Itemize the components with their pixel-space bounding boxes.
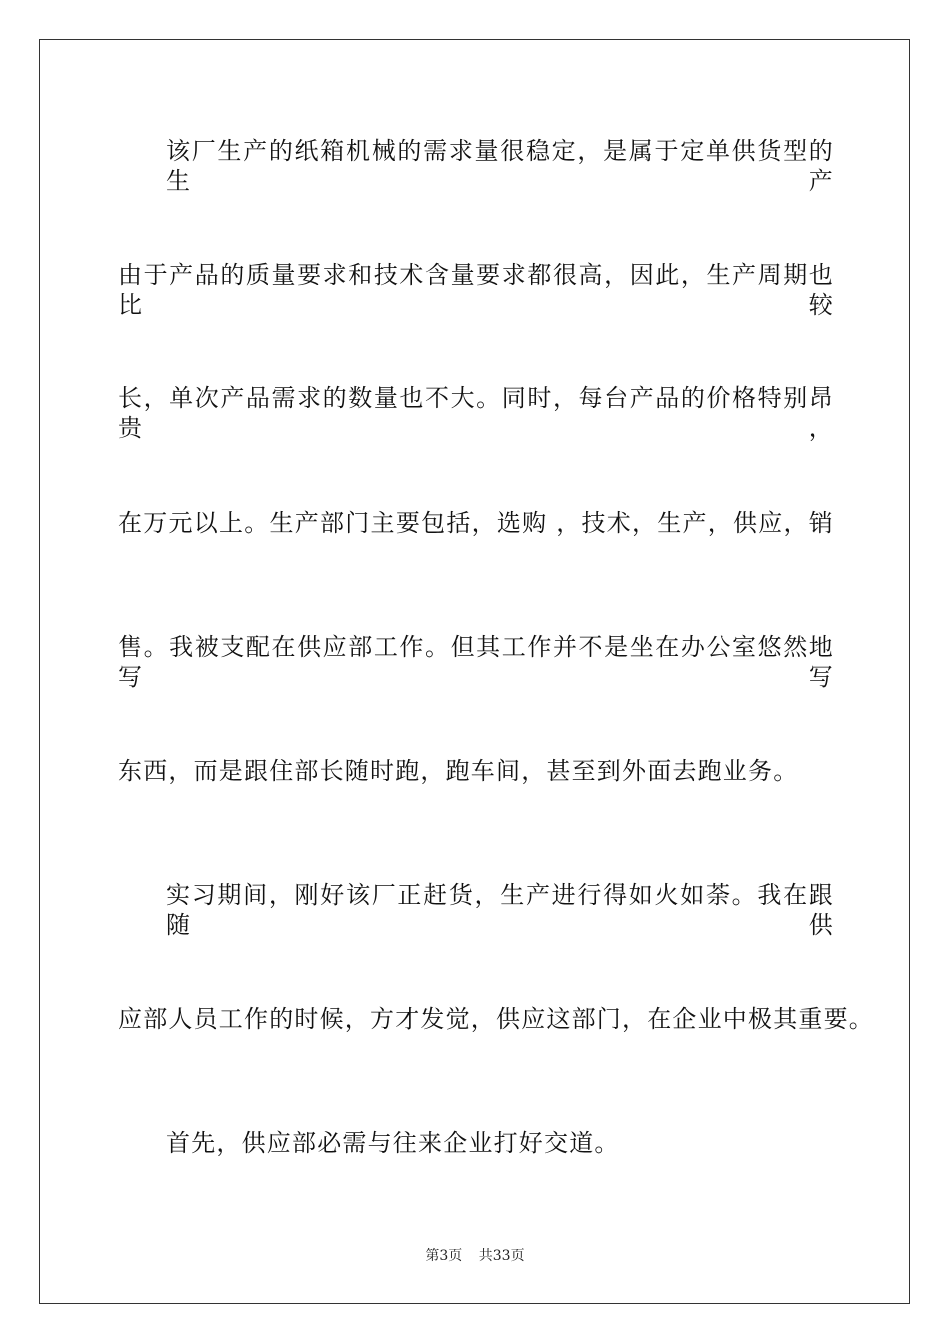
page-total: 共33页 <box>478 1248 525 1264</box>
text-line-3: 长，单次产品需求的数量也不大。同时，每台产品的价格特别昂贵， <box>118 384 834 442</box>
text-line-9: 首先，供应部必需与往来企业打好交道。 <box>166 1129 620 1157</box>
page-number: 第3页 <box>425 1248 463 1264</box>
text-line-2: 由于产品的质量要求和技术含量要求都很高，因此，生产周期也比较 <box>118 261 834 319</box>
text-line-5: 售。我被支配在供应部工作。但其工作并不是坐在办公室悠然地写写 <box>118 633 834 691</box>
text-line-7: 实习期间，刚好该厂正赶货，生产进行得如火如荼。我在跟随供 <box>166 881 834 939</box>
text-line-6: 东西，而是跟住部长随时跑，跑车间，甚至到外面去跑业务。 <box>118 757 799 785</box>
text-line-1: 该厂生产的纸箱机械的需求量很稳定，是属于定单供货型的生产 <box>166 137 834 195</box>
page-footer <box>0 1247 950 1265</box>
text-line-4: 在万元以上。生产部门主要包括，选购 ，技术，生产，供应，销 <box>118 509 834 537</box>
text-line-8: 应部人员工作的时候，方才发觉，供应这部门，在企业中极其重要。 <box>118 1005 874 1033</box>
